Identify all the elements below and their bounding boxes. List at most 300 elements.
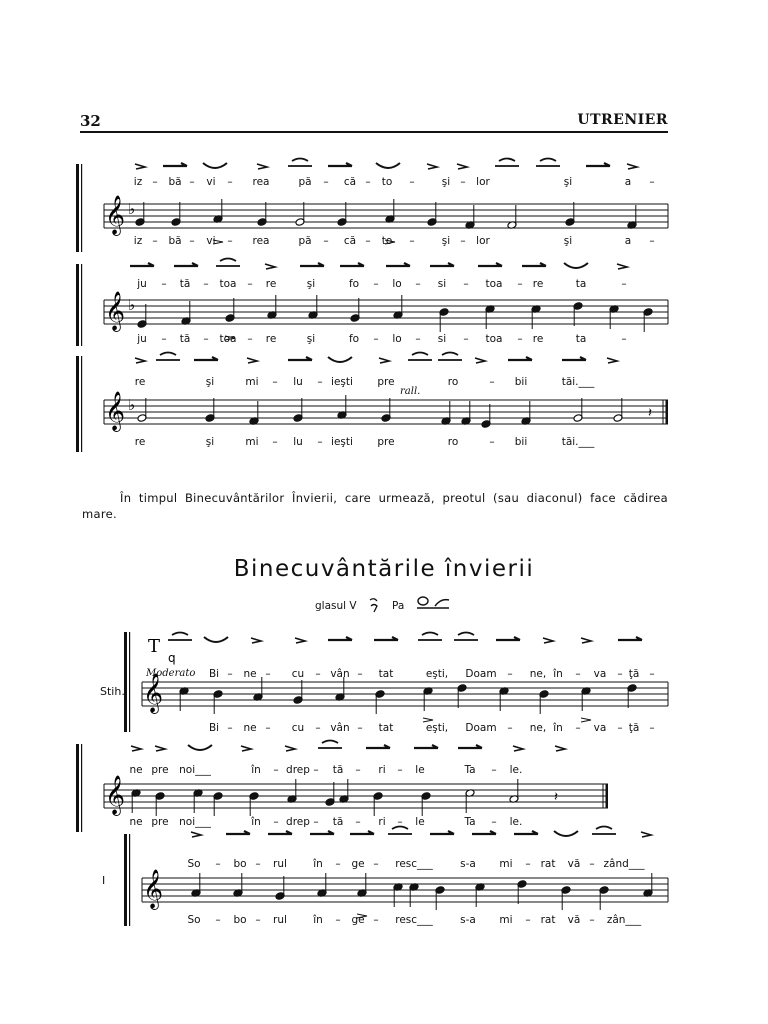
lyric-syllable: – (649, 722, 655, 734)
lyric-syllable: – (507, 668, 513, 680)
lyric-syllable: – (373, 333, 379, 345)
lyric-syllable: – (265, 668, 271, 680)
quarter-note (485, 305, 495, 329)
neume-oligon-icon (285, 746, 295, 751)
quarter-note (627, 205, 637, 229)
lyric-syllable: si (437, 278, 447, 290)
lyric-syllable: Doam (465, 722, 497, 734)
neume-ison-icon (328, 637, 352, 640)
lyric-syllable: re (134, 376, 146, 388)
lyric-syllable: – (415, 333, 421, 345)
lyric-syllable: tat (378, 668, 394, 680)
lyric-syllable: – (460, 235, 466, 247)
lyric-syllable: lu (293, 436, 303, 448)
lyric-syllable: – (189, 235, 195, 247)
lyric-syllable: lo (392, 333, 402, 345)
quarter-note (131, 789, 141, 813)
lyric-syllable: rat (540, 858, 556, 870)
lyric-syllable: rea (252, 235, 270, 247)
lyric-syllable: rul (273, 858, 287, 870)
neume-ison-icon (472, 831, 496, 834)
lyric-syllable: pă (298, 235, 312, 247)
lyric-syllable: So (187, 858, 201, 870)
neume-oligon-icon (581, 638, 591, 643)
lyric-syllable: – (357, 668, 363, 680)
quarter-note (461, 401, 471, 425)
lyric-syllable: fo (348, 333, 360, 345)
half-note (465, 789, 475, 813)
lyric-syllable: – (161, 333, 167, 345)
treble-clef-icon: 𝄞 (143, 869, 164, 909)
quarter-note (393, 883, 403, 907)
rall-marking: rall. (400, 386, 421, 397)
lyric-syllable: ţă (628, 722, 640, 734)
lyric-syllable: în (251, 816, 261, 828)
lyric-syllable: – (397, 816, 403, 828)
running-title: UTRENIER (577, 112, 668, 128)
martyria-sign-icon: q (168, 651, 176, 665)
quarter-note (267, 295, 277, 319)
neume-oligon-icon (155, 746, 165, 751)
lyric-syllable: Bi (208, 722, 220, 734)
neume-ison-icon (130, 263, 154, 266)
lyrics-lower (0, 436, 768, 452)
lyric-syllable: pre (377, 376, 395, 388)
lyric-syllable: – (265, 722, 271, 734)
quarter-note (249, 792, 259, 816)
lyric-syllable: – (507, 722, 513, 734)
lyric-syllable: eşti, (425, 722, 449, 734)
neume-apostrophos-icon (564, 263, 588, 268)
lyric-syllable: rat (540, 914, 556, 926)
neume-ison-icon (310, 831, 334, 834)
lyric-syllable: în (553, 722, 563, 734)
lyric-syllable: tă (332, 816, 344, 828)
quarter-note (181, 301, 191, 325)
treble-clef-icon: 𝄞 (105, 195, 126, 235)
page-number: 32 (80, 112, 101, 130)
verse-number: I (102, 874, 106, 887)
lyric-syllable: – (489, 376, 495, 388)
lyric-syllable: şi (306, 333, 316, 345)
lyric-syllable: mi (245, 376, 259, 388)
lyric-syllable: – (365, 235, 371, 247)
lyric-syllable: s-a (460, 858, 476, 870)
lyric-syllable: – (272, 436, 278, 448)
lyric-syllable: resc___ (395, 914, 433, 926)
quarter-note (393, 295, 403, 319)
lyric-syllable: vân (330, 668, 350, 680)
lyric-syllable: ne (129, 764, 143, 776)
lyric-syllable: vi (206, 176, 216, 188)
neume-ison-icon (340, 263, 364, 266)
lyric-syllable: şi (441, 235, 451, 247)
lyric-syllable: Doam (465, 668, 497, 680)
quarter-note (308, 295, 318, 319)
quarter-note (475, 883, 485, 907)
lyric-syllable: şi (306, 278, 316, 290)
lyric-syllable: – (373, 278, 379, 290)
quarter-note (287, 779, 297, 803)
lyric-syllable: şi (205, 376, 215, 388)
quarter-note (465, 205, 475, 229)
lyric-syllable: – (575, 722, 581, 734)
quarter-note (565, 202, 575, 226)
lyric-syllable: – (463, 333, 469, 345)
quarter-note (135, 202, 145, 226)
lyric-syllable: re (265, 278, 277, 290)
lyric-syllable: – (313, 764, 319, 776)
lyric-syllable: în (313, 858, 323, 870)
lyric-syllable: to (381, 235, 393, 247)
neume-ison-icon (478, 263, 502, 266)
lyric-syllable: – (323, 176, 329, 188)
quarter-note (373, 792, 383, 816)
lyric-syllable: tă (179, 278, 191, 290)
neume-ison-icon (226, 831, 250, 834)
lyric-syllable: – (272, 376, 278, 388)
lyric-syllable: – (463, 278, 469, 290)
neume-dotted-icon (438, 353, 462, 361)
lyrics-lower (0, 722, 768, 738)
neume-oligon-icon (135, 358, 145, 363)
lyric-syllable: – (215, 914, 221, 926)
quarter-note (517, 880, 527, 904)
lyric-syllable: le. (509, 764, 523, 776)
lyric-syllable: – (227, 176, 233, 188)
quarter-note (179, 687, 189, 711)
half-note (137, 398, 147, 422)
half-note (613, 398, 623, 422)
lyric-syllable: în (251, 764, 261, 776)
lyric-syllable: Bi (208, 668, 220, 680)
lyric-syllable: bo (233, 858, 247, 870)
lyric-syllable: a (624, 235, 632, 247)
lyric-syllable: pă (298, 176, 312, 188)
lyric-syllable: – (517, 278, 523, 290)
neume-oligon-icon (607, 358, 617, 363)
lyrics-upper (0, 176, 768, 192)
neume-ison-icon (522, 263, 546, 266)
lyric-syllable: – (621, 333, 627, 345)
lyrics-upper (0, 668, 768, 684)
lyric-syllable: toa (485, 278, 503, 290)
neume-oligon-icon (265, 264, 275, 269)
lyric-syllable: – (621, 278, 627, 290)
neume-ison-icon (386, 263, 410, 266)
lyric-syllable: le (415, 764, 425, 776)
quarter-note (427, 202, 437, 226)
lyric-syllable: lo (392, 278, 402, 290)
neume-oligon-icon (457, 164, 467, 169)
lyric-syllable: – (491, 816, 497, 828)
lyric-syllable: vân (330, 722, 350, 734)
treble-clef-icon: 𝄞 (143, 673, 164, 713)
lyric-syllable: bă (168, 176, 182, 188)
quarter-note (233, 873, 243, 897)
lyric-syllable: – (335, 914, 341, 926)
lyric-syllable: – (273, 764, 279, 776)
lyric-syllable: – (355, 764, 361, 776)
treble-clef-icon: 𝄞 (105, 291, 126, 331)
neume-ison-icon (430, 831, 454, 834)
quarter-rest-icon: 𝄽 (648, 406, 652, 421)
lyric-syllable: – (617, 722, 623, 734)
lyric-syllable: fo (348, 278, 360, 290)
neume-oligon-icon (475, 358, 485, 363)
neume-ison-icon (328, 163, 352, 166)
lyric-syllable: toa (219, 333, 237, 345)
half-note (507, 205, 517, 229)
lyric-syllable: mi (245, 436, 259, 448)
neume-oligon-icon (627, 164, 637, 169)
quarter-note (293, 398, 303, 422)
neume-ison-icon (562, 357, 586, 360)
lyric-syllable: şi (205, 436, 215, 448)
intonation-sign-icon: T (148, 636, 161, 657)
treble-clef-icon: 𝄞 (105, 775, 126, 815)
quarter-note (275, 876, 285, 900)
neume-dotted-icon (536, 159, 560, 167)
rubric-paragraph (82, 490, 668, 522)
lyric-syllable: re (532, 278, 544, 290)
lyric-syllable: bii (514, 436, 528, 448)
flat-key-signature-icon: ♭ (128, 396, 136, 414)
neume-oligon-icon (191, 832, 201, 837)
mode-sign-icon (367, 597, 381, 613)
lyric-syllable: pre (151, 764, 169, 776)
lyric-syllable: va (593, 668, 607, 680)
lyric-syllable: – (227, 235, 233, 247)
lyric-syllable: – (357, 722, 363, 734)
lyric-syllable: că (343, 235, 357, 247)
quarter-note (381, 398, 391, 422)
neume-ison-icon (508, 357, 532, 360)
lyric-syllable: – (203, 278, 209, 290)
quarter-note (205, 398, 215, 422)
lyric-syllable: – (317, 376, 323, 388)
neume-ison-icon (374, 637, 398, 640)
lyric-syllable: ta (575, 333, 587, 345)
lyric-syllable: noi___ (179, 764, 211, 776)
quarter-note (581, 687, 591, 722)
neume-ison-icon (586, 163, 610, 166)
lyric-syllable: ţă (628, 668, 640, 680)
lyric-syllable: – (227, 668, 233, 680)
music-system-2 (0, 260, 768, 350)
neume-oligon-icon (555, 746, 565, 751)
lyric-syllable: bă (168, 235, 182, 247)
lyric-syllable: cu (291, 722, 305, 734)
quarter-note (213, 792, 223, 816)
lyric-syllable: – (460, 176, 466, 188)
quarter-note (257, 202, 267, 226)
lyric-syllable: – (649, 668, 655, 680)
neume-ison-icon (163, 163, 187, 166)
quarter-note (350, 298, 360, 322)
flat-key-signature-icon: ♭ (128, 296, 136, 314)
neume-ison-icon (430, 263, 454, 266)
lyric-syllable: – (203, 333, 209, 345)
neume-ison-icon (366, 745, 390, 748)
quarter-note (213, 690, 223, 714)
neume-oligon-icon (543, 638, 553, 643)
lyric-syllable: drep (286, 816, 310, 828)
quarter-note (499, 687, 509, 711)
neume-oligon-icon (135, 164, 145, 169)
quarter-note (643, 873, 653, 897)
neume-dotted-icon (288, 159, 312, 167)
quarter-note (155, 792, 165, 816)
quarter-note (171, 202, 181, 226)
lyric-syllable: rul (273, 914, 287, 926)
lyric-syllable: – (373, 914, 379, 926)
lyric-syllable: ro (447, 436, 459, 448)
lyric-syllable: – (273, 816, 279, 828)
quarter-rest-icon: 𝄽 (554, 790, 558, 805)
lyric-syllable: – (255, 914, 261, 926)
lyric-syllable: lu (293, 376, 303, 388)
lyric-syllable: ieşti (331, 436, 353, 448)
lyric-syllable: – (355, 816, 361, 828)
lyric-syllable: în (313, 914, 323, 926)
lyric-syllable: – (365, 176, 371, 188)
lyric-syllable: tă (179, 333, 191, 345)
lyric-syllable: ne (129, 816, 143, 828)
lyric-syllable: tăi.___ (561, 376, 595, 388)
lyric-syllable: zând___ (603, 858, 645, 870)
neume-apostrophos-icon (203, 163, 227, 168)
lyric-syllable: drep (286, 764, 310, 776)
quarter-note (325, 782, 335, 806)
lyric-syllable: – (617, 668, 623, 680)
lyric-syllable: resc___ (395, 858, 433, 870)
neume-oligon-icon (295, 638, 305, 643)
quarter-note (337, 202, 347, 226)
lyric-syllable: tat (378, 722, 394, 734)
lyric-syllable: – (575, 668, 581, 680)
neume-dotted-icon (168, 633, 192, 641)
quarter-note (337, 395, 347, 419)
half-note (573, 398, 583, 422)
neume-apostrophos-icon (328, 357, 352, 362)
lyrics-upper (0, 278, 768, 294)
lyric-syllable: zân___ (606, 914, 642, 926)
lyric-syllable: – (247, 278, 253, 290)
quarter-note (357, 873, 367, 918)
lyric-syllable: – (315, 668, 321, 680)
neume-dotted-icon (156, 353, 180, 361)
neume-oligon-icon (257, 164, 267, 169)
lyric-syllable: – (589, 858, 595, 870)
lyric-syllable: – (409, 235, 415, 247)
lyric-syllable: – (227, 722, 233, 734)
neume-dotted-icon (408, 353, 432, 361)
lyric-syllable: – (397, 764, 403, 776)
lyrics-lower (0, 914, 768, 930)
lyric-syllable: şi (563, 235, 573, 247)
lyric-syllable: mi (499, 914, 513, 926)
lyric-syllable: iz (133, 176, 143, 188)
lyric-syllable: ne, (529, 668, 547, 680)
lyric-syllable: s-a (460, 914, 476, 926)
page-header (80, 112, 668, 134)
music-system-5 (0, 740, 768, 836)
lyric-syllable: – (525, 858, 531, 870)
lyric-syllable: tăi.___ (561, 436, 595, 448)
quarter-note (193, 789, 203, 813)
neume-oligon-icon (241, 746, 251, 751)
lyric-syllable: Ta (464, 816, 476, 828)
neume-apostrophos-icon (204, 637, 228, 642)
neume-ison-icon (414, 745, 438, 748)
lyric-syllable: ne (243, 722, 257, 734)
lyric-syllable: vi (206, 235, 216, 247)
neume-ison-icon (288, 357, 312, 360)
lyric-syllable: şi (441, 176, 451, 188)
quarter-note (561, 886, 571, 910)
quarter-note (191, 873, 201, 897)
neume-ison-icon (268, 831, 292, 834)
lyric-syllable: So (187, 914, 201, 926)
lyric-syllable: to (381, 176, 393, 188)
system-bracket (124, 834, 127, 926)
quarter-note (421, 792, 431, 816)
lyric-syllable: – (152, 235, 158, 247)
lyric-syllable: bo (233, 914, 247, 926)
lyric-syllable: – (335, 858, 341, 870)
quarter-note (573, 302, 583, 326)
lyric-syllable: ro (447, 376, 459, 388)
lyrics-upper (0, 376, 768, 392)
lyric-syllable: le (415, 816, 425, 828)
music-system-4 (0, 628, 768, 736)
quarter-note (599, 886, 609, 910)
lyric-syllable: – (517, 333, 523, 345)
neume-ison-icon (458, 745, 482, 748)
lyrics-lower (0, 235, 768, 251)
neume-dotted-icon (418, 633, 442, 641)
system-bracket-thin (129, 834, 130, 926)
lyric-syllable: – (415, 278, 421, 290)
music-system-3 (0, 352, 768, 456)
neume-ison-icon (496, 637, 520, 640)
quarter-note (409, 883, 419, 907)
lyric-syllable: ta (575, 278, 587, 290)
quarter-note (441, 401, 451, 425)
mode-label: glasul V (315, 600, 357, 612)
lyric-syllable: – (489, 436, 495, 448)
lyric-syllable: – (189, 176, 195, 188)
neume-apostrophos-icon (188, 745, 212, 750)
lyric-syllable: ge (351, 914, 365, 926)
lyric-syllable: – (649, 176, 655, 188)
treble-clef-icon: 𝄞 (105, 391, 126, 431)
header-rule (80, 131, 668, 133)
lyric-syllable: lor (476, 176, 490, 188)
lyric-syllable: ieşti (331, 376, 353, 388)
lyric-syllable: – (409, 176, 415, 188)
lyrics-upper (0, 858, 768, 874)
neume-ison-icon (618, 637, 642, 640)
lyric-syllable: cu (291, 668, 305, 680)
lyric-syllable: în (553, 668, 563, 680)
lyric-syllable: ne (243, 668, 257, 680)
lyric-syllable: – (152, 176, 158, 188)
stih-label: Stih. (100, 685, 125, 698)
neume-apostrophos-icon (554, 831, 578, 836)
lyric-syllable: iz (133, 235, 143, 247)
